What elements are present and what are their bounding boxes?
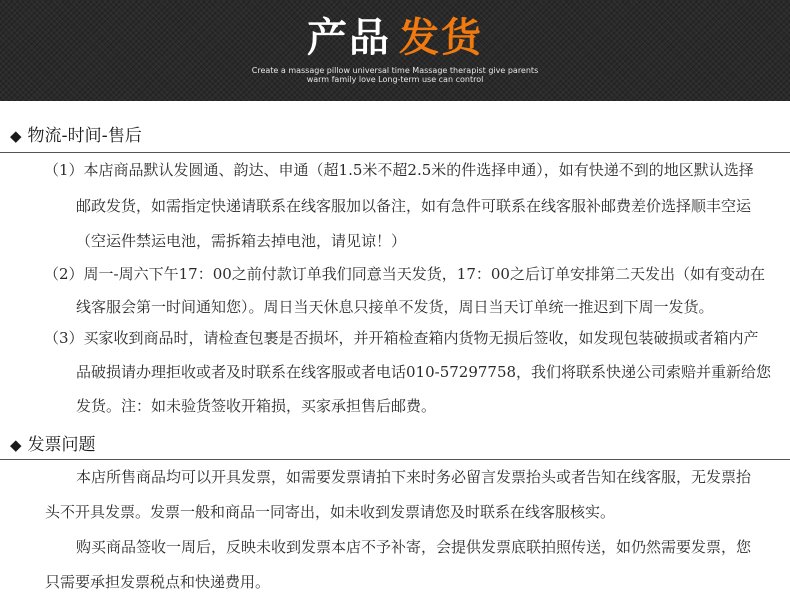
paragraph-line: （3）买家收到商品时，请检查包裹是否损坏，并开箱检查箱内货物无损后签收，如发现包装破损或者箱内产	[44, 329, 759, 347]
section-divider	[0, 152, 790, 153]
section-divider	[0, 459, 790, 460]
section-heading-logistics	[10, 125, 142, 147]
paragraph-line: 只需要承担发票税点和快递费用。	[45, 573, 271, 591]
banner-subtitle-line: Create a massage pillow universal time Massage therapist give parents	[251, 66, 539, 75]
banner-title-orange: 发货	[399, 15, 483, 61]
paragraph-line: 邮政发货，如需指定快递请联系在线客服加以备注，如有急件可联系在线客服补邮费差价选择顺丰空运	[76, 197, 752, 215]
paragraph-line: 发货。注：如未验货签收开箱损，买家承担售后邮费。	[76, 397, 437, 415]
paragraph-line: 品破损请办理拒收或者及时联系在线客服或者电话010-57297758，我们将联系快递公司索赔并重新给您	[76, 363, 772, 381]
paragraph-line: 线客服会第一时间通知您）。周日当天休息只接单不发货，周日当天订单统一推迟到下周一发货。	[76, 298, 714, 316]
paragraph-line: 本店所售商品均可以开具发票，如需要发票请拍下来时务必留言发票抬头或者告知在线客服，无发票抬	[76, 468, 752, 486]
paragraph-line: （1）本店商品默认发圆通、韵达、申通（超1.5米不超2.5米的件选择申通），如有快递不到的地区默认选择	[44, 161, 754, 179]
paragraph-line: （空运件禁运电池，需拆箱去掉电池，请见谅！）	[76, 232, 407, 250]
paragraph-line: 头不开具发票。发票一般和商品一同寄出，如未收到发票请您及时联系在线客服核实。	[45, 503, 616, 521]
paragraph-line: 购买商品签收一周后，反映未收到发票本店不予补寄，会提供发票底联拍照传送，如仍然需要发票，您	[76, 538, 752, 556]
paragraph-line: （2）周一-周六下午17：00之前付款订单我们同意当天发货，17：00之后订单安排第二天发出（如有变动在	[44, 265, 765, 283]
banner-subtitle-line: warm family love Long-term use can control	[306, 75, 484, 84]
diamond-bullet-icon: ◆	[10, 127, 22, 145]
banner-title-white: 产品	[307, 15, 391, 61]
diamond-bullet-icon: ◆	[10, 436, 22, 454]
section-heading-text: 物流-时间-售后	[27, 126, 142, 146]
banner-subtitle	[0, 66, 790, 84]
section-heading-invoice	[10, 434, 96, 456]
banner-title	[0, 14, 790, 62]
header-banner	[0, 0, 790, 101]
section-heading-text: 发票问题	[27, 435, 96, 455]
